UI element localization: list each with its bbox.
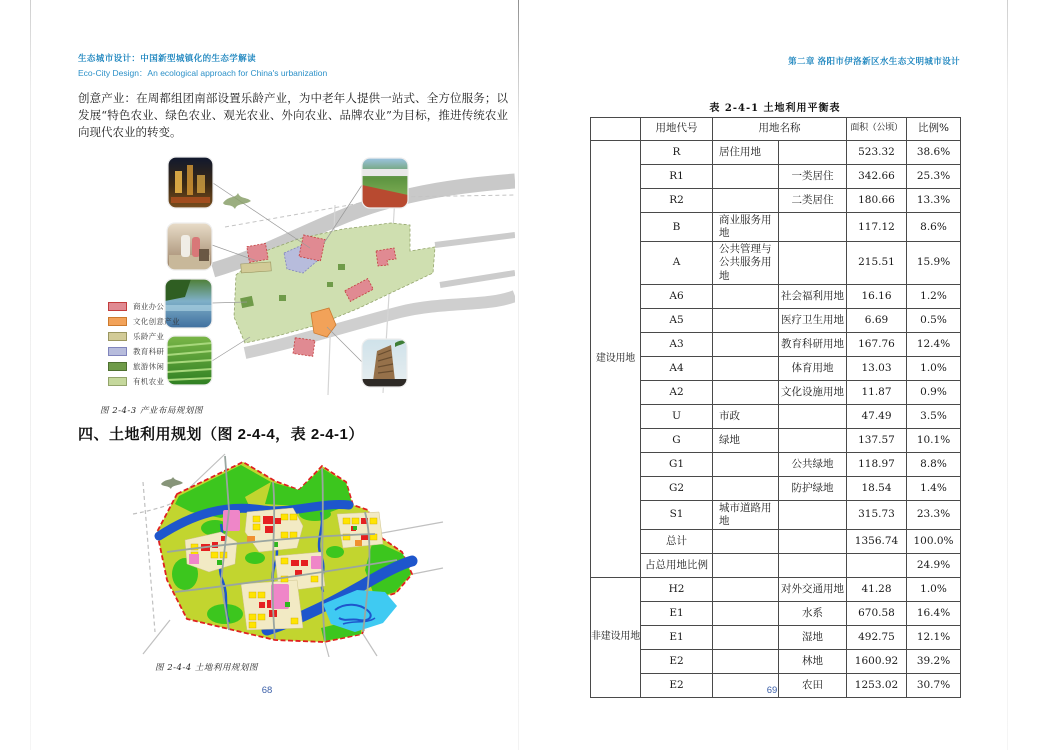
cell-area: 47.49: [847, 404, 907, 428]
header-pct: 比例%: [907, 118, 961, 141]
legend-swatch: [108, 302, 127, 311]
header-code: 用地代号: [641, 118, 713, 141]
cell-area: 118.97: [847, 452, 907, 476]
cell-name-minor: 湿地: [779, 625, 847, 649]
page-edge-left: [30, 0, 31, 750]
land-use-map: [125, 452, 445, 657]
table-row: [591, 213, 961, 242]
cell-percent: 13.3%: [907, 189, 961, 213]
table-row: [591, 601, 961, 625]
cell-name-major: 商业服务用地: [713, 213, 779, 242]
cell-percent: 1.0%: [907, 356, 961, 380]
legend-item: [108, 316, 180, 327]
commercial-office-area-1: [247, 243, 268, 262]
page-number-right: 69: [766, 685, 778, 696]
tourism-leisure-area-4: [327, 282, 333, 287]
table-row: [591, 356, 961, 380]
book-title-en: Eco-City Design：An ecological approach for China's urbanization: [78, 68, 328, 78]
table-row: [591, 500, 961, 529]
cell-name-major: [713, 452, 779, 476]
cell-name-major: 绿地: [713, 428, 779, 452]
legend-swatch: [108, 332, 127, 341]
table-row: [591, 428, 961, 452]
cell-percent: 38.6%: [907, 141, 961, 165]
photo-landmark-building: [362, 339, 407, 387]
cell-name-major: [713, 189, 779, 213]
cell-percent: 30.7%: [907, 673, 961, 697]
legend-swatch: [108, 347, 127, 356]
cell-code: A4: [641, 356, 713, 380]
table-title: 表 2-4-1 土地利用平衡表: [709, 103, 841, 114]
cell-name-minor: 防护绿地: [779, 476, 847, 500]
cell-name-major: [713, 165, 779, 189]
cell-name-major: 城市道路用地: [713, 500, 779, 529]
cell-code: R1: [641, 165, 713, 189]
cell-name-major: [713, 380, 779, 404]
table-row: [591, 649, 961, 673]
cell-code: A6: [641, 284, 713, 308]
cell-code: H2: [641, 577, 713, 601]
cell-percent: 1.4%: [907, 476, 961, 500]
cell-name-minor: 农田: [779, 673, 847, 697]
cell-percent: 23.3%: [907, 500, 961, 529]
cell-name-major: [713, 625, 779, 649]
cell-code: 占总用地比例: [641, 553, 713, 577]
table-row: [591, 141, 961, 165]
compass-icon: [223, 193, 251, 209]
cell-area: 167.76: [847, 332, 907, 356]
cell-area: 1253.02: [847, 673, 907, 697]
book-gutter: [518, 0, 519, 750]
table-row: [591, 308, 961, 332]
cell-name-major: 市政: [713, 404, 779, 428]
cell-code: A: [641, 242, 713, 284]
legend-item: [108, 331, 180, 342]
cell-percent: 1.0%: [907, 577, 961, 601]
legend-item: [108, 376, 180, 387]
table-row: [591, 189, 961, 213]
cell-name-minor: [779, 141, 847, 165]
photo-night-hotel: [168, 157, 213, 208]
compass-icon: [161, 477, 183, 489]
table-row: [591, 577, 961, 601]
cell-percent: 15.9%: [907, 242, 961, 284]
cell-name-major: [713, 649, 779, 673]
cell-name-minor: 一类居住: [779, 165, 847, 189]
cell-area: 117.12: [847, 213, 907, 242]
figure1-legend: [108, 301, 180, 391]
cell-name-major: [713, 601, 779, 625]
figure-industry-layout: [95, 155, 515, 403]
cell-area: 180.66: [847, 189, 907, 213]
cell-area: 6.69: [847, 308, 907, 332]
cell-name-minor: 医疗卫生用地: [779, 308, 847, 332]
cell-percent: 0.5%: [907, 308, 961, 332]
cell-name-minor: [779, 404, 847, 428]
cell-area: 13.03: [847, 356, 907, 380]
cell-area: 137.57: [847, 428, 907, 452]
legend-item: [108, 361, 180, 372]
cell-code: G1: [641, 452, 713, 476]
cell-area: 1600.92: [847, 649, 907, 673]
section-heading: 四、土地利用规划（图 2-4-4，表 2-4-1）: [78, 426, 364, 443]
cell-percent: 25.3%: [907, 165, 961, 189]
cell-code: B: [641, 213, 713, 242]
cell-percent: 16.4%: [907, 601, 961, 625]
cell-area: 342.66: [847, 165, 907, 189]
cell-percent: 10.1%: [907, 428, 961, 452]
legend-label: 乐龄产业: [133, 332, 165, 341]
legend-label: 教育科研: [133, 347, 165, 356]
commercial-office-area-2: [299, 235, 325, 261]
cell-percent: 8.6%: [907, 213, 961, 242]
legend-swatch: [108, 377, 127, 386]
land-use-table: [590, 117, 961, 698]
cell-percent: 39.2%: [907, 649, 961, 673]
cell-percent: 8.8%: [907, 452, 961, 476]
legend-label: 商业办公: [133, 302, 165, 311]
cell-code: A5: [641, 308, 713, 332]
page-edge-right: [1007, 0, 1008, 750]
cell-name-minor: 水系: [779, 601, 847, 625]
cell-area: [847, 553, 907, 577]
cell-name-minor: 体育用地: [779, 356, 847, 380]
table-row: [591, 165, 961, 189]
table-row: [591, 284, 961, 308]
cell-name-minor: 教育科研用地: [779, 332, 847, 356]
figure1-caption: 图 2-4-3 产业布局规划图: [100, 406, 203, 416]
book-title-zh: 生态城市设计：中国新型城镇化的生态学解读: [78, 53, 257, 63]
cell-name-minor: [779, 213, 847, 242]
cell-area: 215.51: [847, 242, 907, 284]
legend-label: 旅游休闲: [133, 362, 165, 371]
cell-name-major: 居住用地: [713, 141, 779, 165]
cell-name-minor: 公共绿地: [779, 452, 847, 476]
page-number-left: 68: [261, 685, 273, 696]
cell-area: 492.75: [847, 625, 907, 649]
table-row: [591, 476, 961, 500]
table-header-row: [591, 118, 961, 141]
cell-name-major: 公共管理与公共服务用地: [713, 242, 779, 284]
figure2-caption: 图 2-4-4 土地利用规划图: [155, 663, 258, 673]
legend-swatch: [108, 362, 127, 371]
cell-area: 41.28: [847, 577, 907, 601]
cell-name-major: [713, 356, 779, 380]
photo-sports-ground: [362, 158, 408, 208]
table-row: [591, 625, 961, 649]
header-area: 面积（公顷）: [847, 118, 907, 141]
cell-name-minor: [779, 242, 847, 284]
cell-area: 670.58: [847, 601, 907, 625]
running-head-left: [78, 52, 327, 79]
photo-elderly-care: [167, 223, 212, 270]
table-row: [591, 553, 961, 577]
cell-name-minor: [779, 428, 847, 452]
cell-name-minor: 文化设施用地: [779, 380, 847, 404]
cell-area: 16.16: [847, 284, 907, 308]
cell-percent: 0.9%: [907, 380, 961, 404]
cell-code: 总计: [641, 529, 713, 553]
cell-code: E1: [641, 625, 713, 649]
cell-area: 523.32: [847, 141, 907, 165]
running-head-right: 第二章 洛阳市伊洛新区水生态文明城市设计: [788, 56, 960, 66]
cell-name-major: [713, 332, 779, 356]
cell-code: G: [641, 428, 713, 452]
cell-name-minor: [779, 553, 847, 577]
cell-percent: 1.2%: [907, 284, 961, 308]
figure-land-use: [125, 452, 445, 657]
cell-code: E1: [641, 601, 713, 625]
cell-code: G2: [641, 476, 713, 500]
legend-label: 有机农业: [133, 377, 165, 386]
cell-name-minor: [779, 529, 847, 553]
cell-name-major: [713, 529, 779, 553]
group-label: 非建设用地: [591, 577, 641, 697]
cell-code: U: [641, 404, 713, 428]
cell-name-major: [713, 284, 779, 308]
cell-name-major: [713, 476, 779, 500]
legend-item: [108, 301, 180, 312]
cell-percent: 3.5%: [907, 404, 961, 428]
tourism-leisure-area-3: [338, 264, 345, 270]
cell-code: R: [641, 141, 713, 165]
tourism-leisure-area-2: [279, 295, 286, 301]
cell-area: 18.54: [847, 476, 907, 500]
cell-name-major: [713, 308, 779, 332]
legend-swatch: [108, 317, 127, 326]
cell-percent: 24.9%: [907, 553, 961, 577]
cell-code: S1: [641, 500, 713, 529]
cell-name-major: [713, 577, 779, 601]
cell-name-minor: 社会福利用地: [779, 284, 847, 308]
cell-percent: 100.0%: [907, 529, 961, 553]
cell-name-minor: [779, 500, 847, 529]
cell-code: A3: [641, 332, 713, 356]
cell-name-minor: 对外交通用地: [779, 577, 847, 601]
table-row: [591, 404, 961, 428]
cell-code: E2: [641, 649, 713, 673]
cell-code: R2: [641, 189, 713, 213]
cell-code: E2: [641, 673, 713, 697]
commercial-office-area-5: [293, 338, 315, 357]
table-row: [591, 380, 961, 404]
table-row: [591, 452, 961, 476]
table-row: [591, 529, 961, 553]
table-row: [591, 332, 961, 356]
cell-name-major: [713, 553, 779, 577]
group-label: 建设用地: [591, 141, 641, 578]
table-row: [591, 242, 961, 284]
body-paragraph: 创意产业：在周都组团南部设置乐龄产业，为中老年人提供一站式、全方位服务；以发展“特色农业、绿色农业、观光农业、外向农业、品牌农业”为目标，推进传统农业向现代农业的转变。: [78, 91, 508, 139]
cell-percent: 12.1%: [907, 625, 961, 649]
cell-area: 1356.74: [847, 529, 907, 553]
cell-code: A2: [641, 380, 713, 404]
cell-area: 11.87: [847, 380, 907, 404]
legend-item: [108, 346, 180, 357]
cell-percent: 12.4%: [907, 332, 961, 356]
header-name: 用地名称: [713, 118, 847, 141]
cell-area: 315.73: [847, 500, 907, 529]
cell-name-minor: 二类居住: [779, 189, 847, 213]
cell-name-minor: 林地: [779, 649, 847, 673]
header-group: [591, 118, 641, 141]
senior-industry-area: [241, 262, 272, 273]
legend-label: 文化创意产业: [133, 317, 180, 326]
